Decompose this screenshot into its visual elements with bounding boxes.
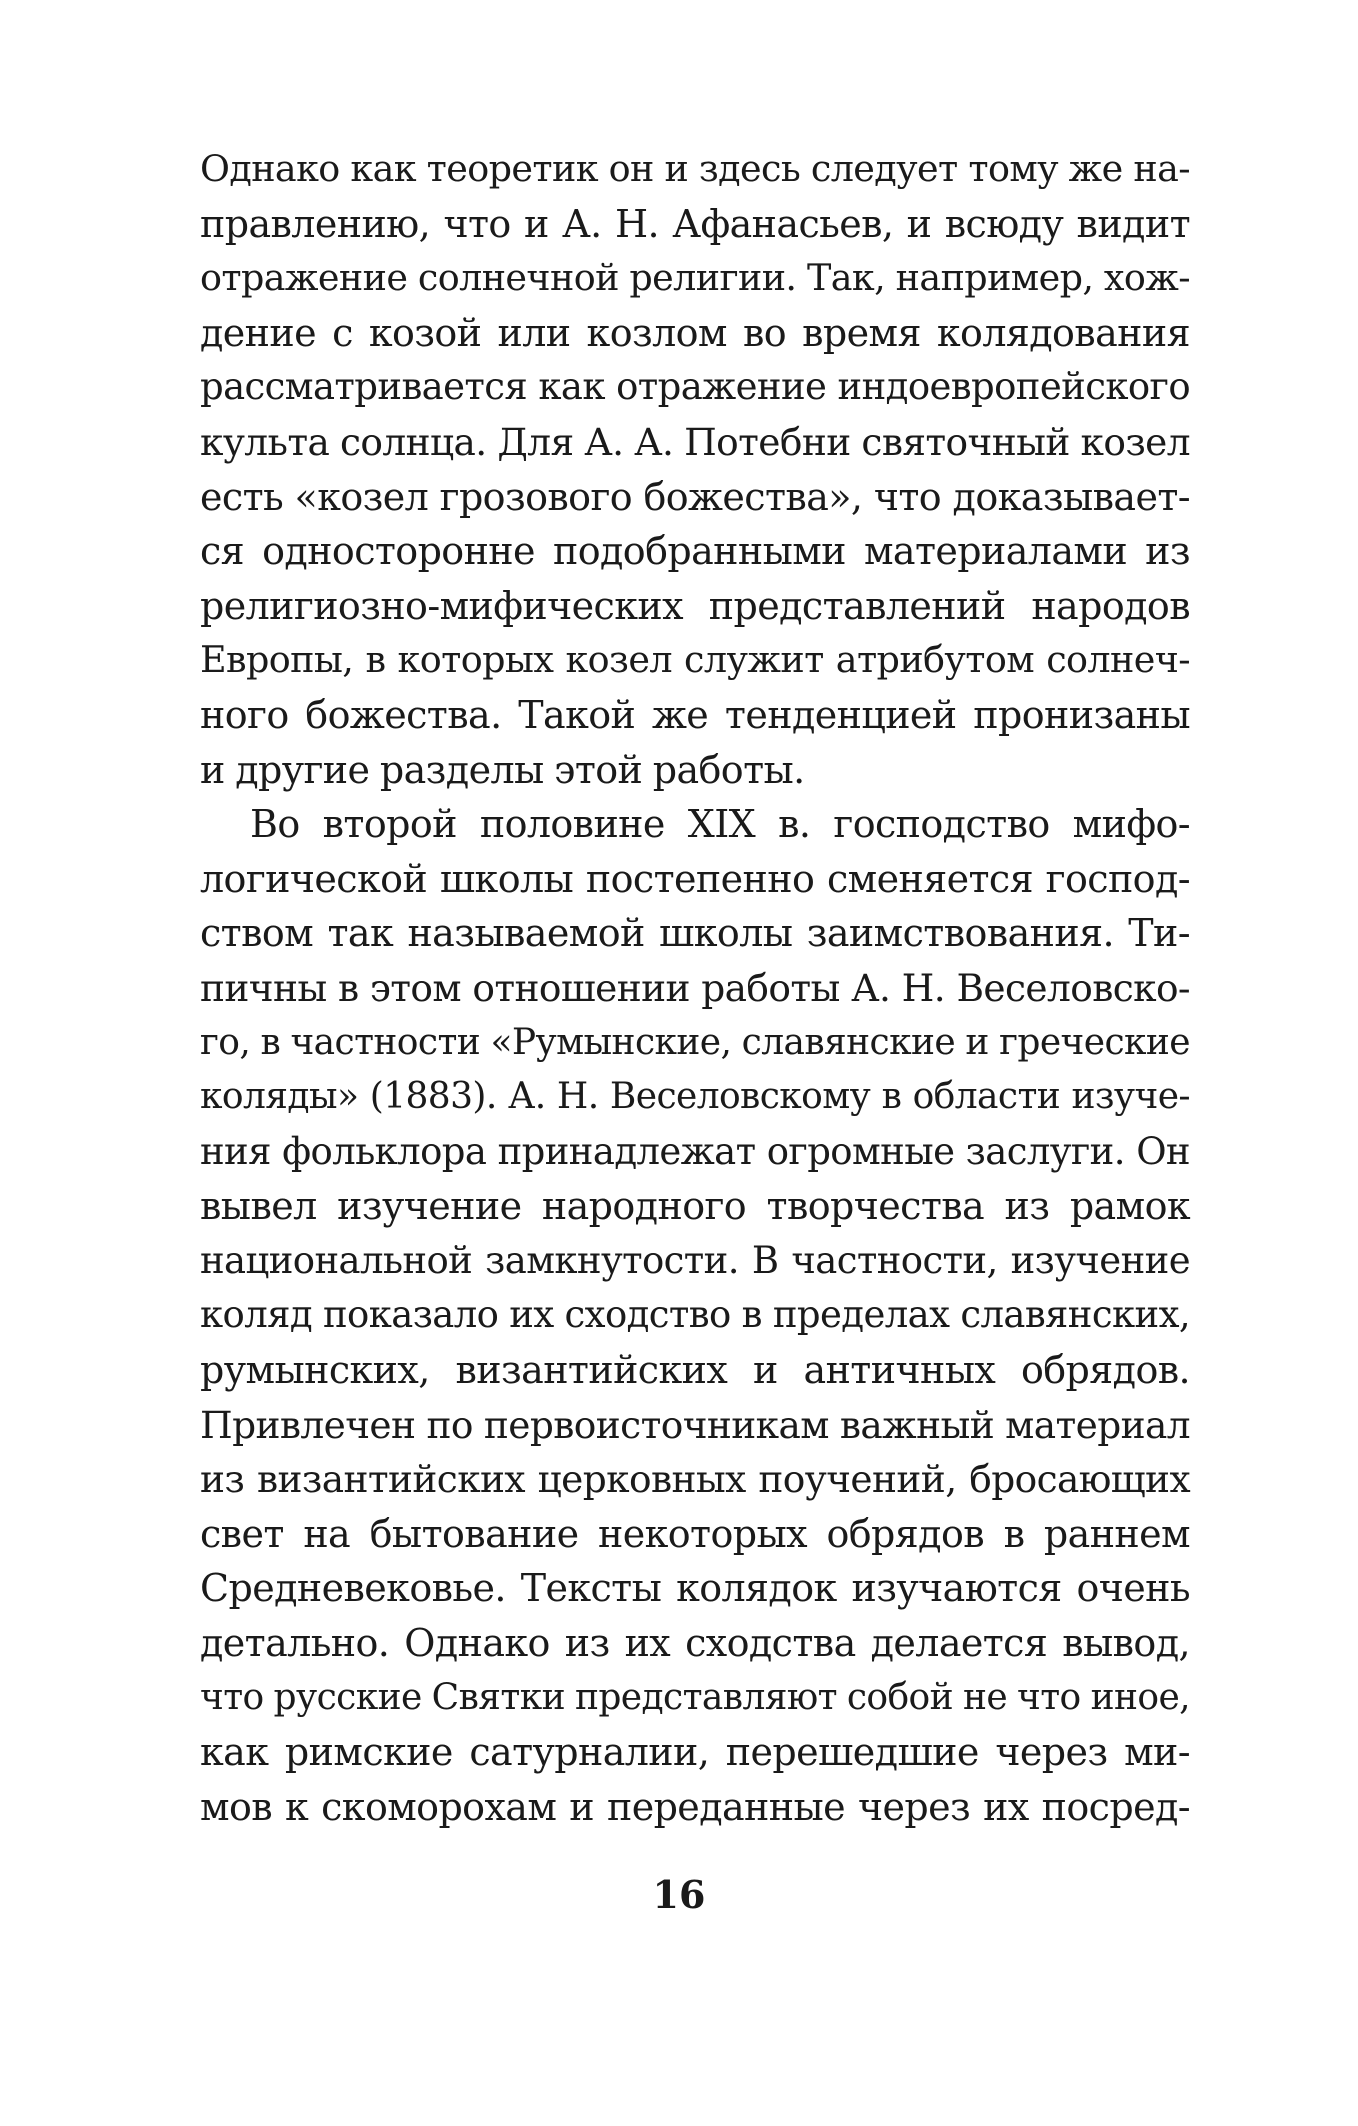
text-line: ством так называемой школы заимствования. Ти- [200, 911, 1190, 956]
text-line: и другие разделы этой работы. [200, 747, 805, 792]
page-number: 16 [652, 1872, 706, 1917]
text-line: рассматривается как отражение индоевропейского [200, 365, 1190, 409]
text-line: ного божества. Такой же тенденцией пронизаны [200, 692, 1190, 737]
text-line: логической школы постепенно сменяется господ- [200, 856, 1190, 901]
text-line: коляды» (1883). А. Н. Веселовскому в области изуче- [200, 1076, 1190, 1118]
text-line: коляд показало их сходство в пределах славянских, [200, 1293, 1190, 1337]
text-line: есть «козел грозового божества», что доказывает- [200, 474, 1190, 519]
text-line: мов к скоморохам и переданные через их посред- [200, 1784, 1190, 1829]
text-line: го, в частности «Румынские, славянские и греческие [200, 1021, 1190, 1063]
text-line: религиозно-мифических представлений народов [200, 583, 1190, 628]
body-text [200, 142, 1190, 1834]
text-line: дение с козой или козлом во время колядования [200, 310, 1190, 355]
text-line: Однако как теоретик он и здесь следует тому же на- [200, 147, 1190, 190]
text-line: что русские Святки представляют собой не что иное, [200, 1676, 1190, 1718]
text-line: Средневековье. Тексты колядок изучаются очень [200, 1566, 1190, 1611]
text-line: пичны в этом отношении работы А. Н. Веселовско- [200, 965, 1190, 1010]
text-line: Привлечен по первоисточникам важный материал [200, 1402, 1190, 1447]
text-line: отражение солнечной религии. Так, например, хож- [200, 256, 1190, 300]
text-line: из византийских церковных поучений, бросающих [200, 1457, 1190, 1502]
text-line: как римские сатурналии, перешедшие через ми- [200, 1730, 1190, 1775]
text-line: ния фольклора принадлежат огромные заслуги. Он [200, 1129, 1190, 1173]
text-line: правлению, что и А. Н. Афанасьев, и всюду видит [200, 201, 1190, 246]
text-line: Европы, в которых козел служит атрибутом солнеч- [200, 638, 1190, 682]
text-line: культа солнца. Для А. А. Потебни святочный козел [200, 419, 1190, 464]
text-line: детально. Однако из их сходства делается вывод, [200, 1621, 1190, 1666]
text-line: ся односторонне подобранными материалами из [200, 529, 1190, 574]
text-line: вывел изучение народного творчества из рамок [200, 1184, 1190, 1229]
text-line: национальной замкнутости. В частности, изучение [200, 1238, 1190, 1282]
text-line: Во второй половине XIX в. господство мифо- [250, 802, 1190, 847]
text-line: свет на бытование некоторых обрядов в раннем [200, 1511, 1190, 1556]
text-line: румынских, византийских и античных обрядов. [200, 1348, 1190, 1393]
